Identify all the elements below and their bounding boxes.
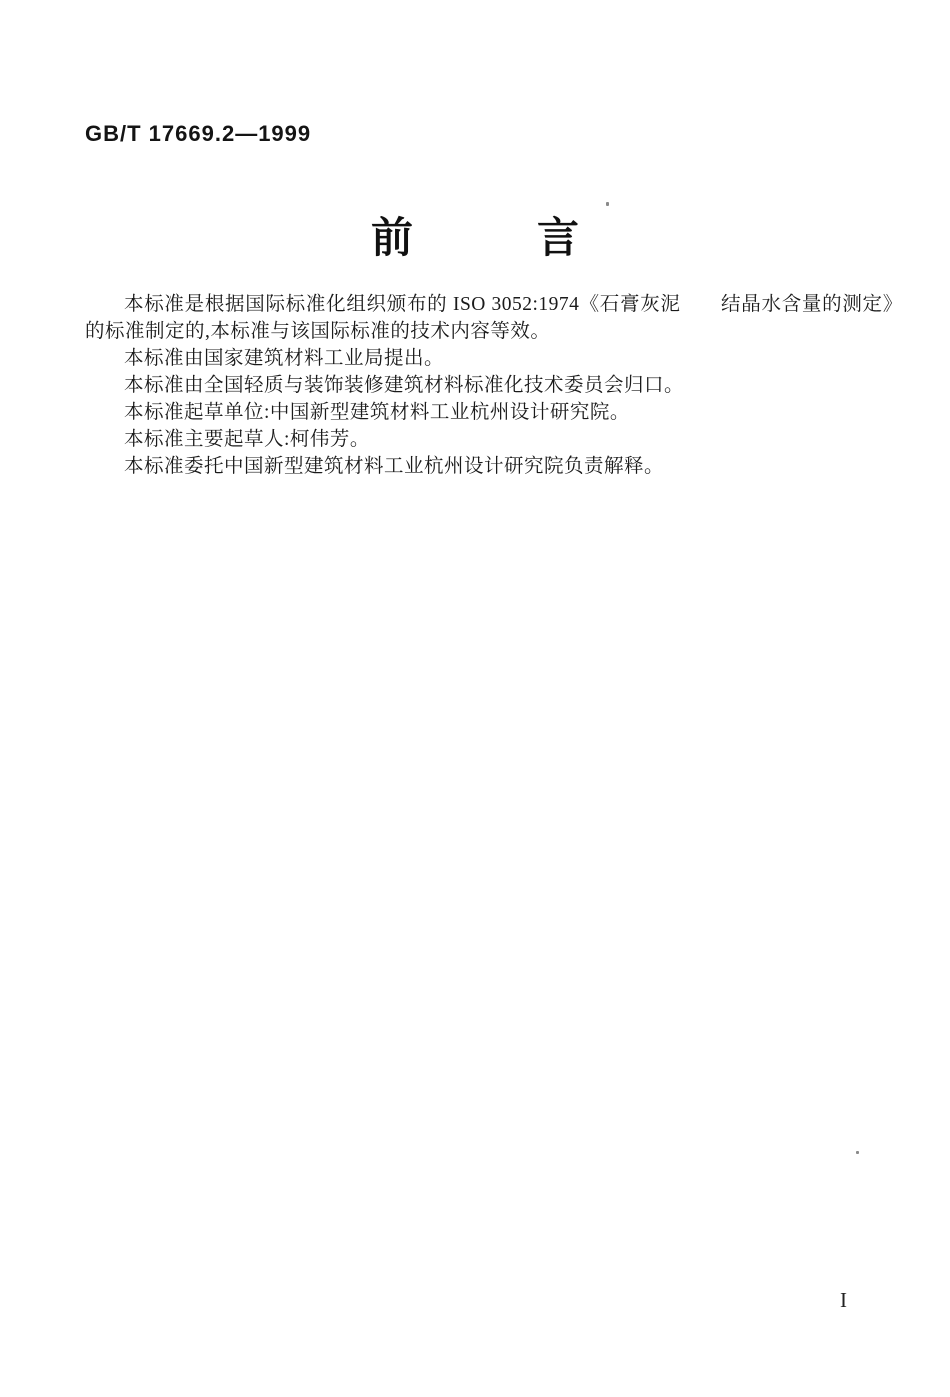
page-title bbox=[0, 216, 950, 262]
foreword-body bbox=[85, 291, 893, 480]
page-title-char-right: 言 bbox=[537, 216, 580, 262]
foreword-paragraph: 本标准是根据国际标准化组织颁布的 ISO 3052:1974《石膏灰泥 结晶水含量的测定》的标准制定的,本标准与该国际标准的技术内容等效。 bbox=[85, 294, 893, 342]
page-number: I bbox=[840, 1288, 847, 1312]
foreword-paragraph: 本标准起草单位:中国新型建筑材料工业杭州设计研究院。 bbox=[124, 402, 630, 423]
scan-artifact-dot bbox=[606, 202, 609, 206]
page-title-char-left: 前 bbox=[370, 216, 413, 262]
standard-number: GB/T 17669.2—1999 bbox=[85, 121, 312, 146]
foreword-paragraph: 本标准委托中国新型建筑材料工业杭州设计研究院负责解释。 bbox=[124, 456, 665, 477]
foreword-paragraph: 本标准由全国轻质与装饰装修建筑材料标准化技术委员会归口。 bbox=[124, 375, 685, 396]
foreword-paragraph: 本标准主要起草人:柯伟芳。 bbox=[124, 429, 370, 450]
scan-artifact-dot bbox=[856, 1151, 859, 1154]
foreword-paragraph: 本标准由国家建筑材料工业局提出。 bbox=[124, 348, 445, 369]
